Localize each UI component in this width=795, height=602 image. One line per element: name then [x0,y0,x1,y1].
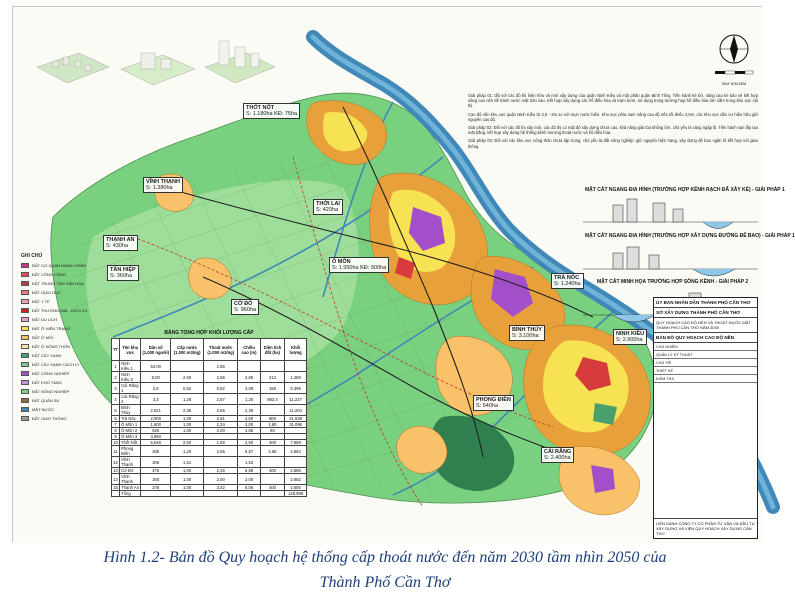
legend-label: MẶT NƯỚC [32,407,55,412]
table-cell: 2,66 [204,372,238,383]
legend-item [21,279,109,288]
note-paragraph: Giải pháp 03: Đối với các khu vực nông thôn chưa tập trung, chủ yếu là đất nông nghiệp: giữ nguyên hiện trạng, xây dựng đê bao ngăn lũ kết hợp với giao thông. [468,138,758,149]
map-label-thanh-an: THẠNH AN S: 430ha [103,235,138,251]
table-cell: Trà Nóc [120,416,141,422]
table-cell: 2,61 [204,416,238,422]
table-cell [171,491,204,497]
table-cell: 21.638 [285,416,307,422]
table-cell: 7 [112,422,120,428]
table-cell: 1,25 [238,394,260,405]
table-cell: 10 [113,440,118,445]
table-row [112,361,307,372]
table-cell: 3,3 [141,394,171,405]
title-block-footer: LIÊN DANH CÔNG TY CỔ PHẦN TƯ VẤN VÀ ĐẦU TƯ XÂY DỰNG VÀ VIỆN QUY HOẠCH XÂY DỰNG CẦN THƠ [654,518,757,538]
table-cell: 1.288 [285,372,307,383]
planning-notes [468,93,758,152]
table-cell: 155 [260,383,285,394]
table-cell: 2,50 [238,440,260,446]
table-cell: Thạnh An [121,485,140,490]
table-cell [260,491,285,497]
legend-label: ĐẤT Ở NÔNG THÔN [32,344,70,349]
legend-swatch [21,371,29,376]
table-cell: Tổng [120,491,141,497]
table-cell: 400 [260,440,285,446]
legend-item [21,297,109,306]
legend-item [21,387,109,396]
legend-swatch [21,317,29,322]
table-cell: 2,00 [238,416,260,422]
table-cell: 2.655 [285,485,307,491]
legend-item [21,369,109,378]
table-cell: 8 [112,428,120,434]
table-cell: 1,00 [171,485,204,491]
map-label-tra-noc: TRÀ NÓC S: 1.240ha [551,273,584,289]
legend-swatch [21,416,29,421]
table-cell: 1,28 [171,394,204,405]
table-cell: Vĩnh Thạnh [120,457,141,468]
table-cell: 2,34 [204,422,238,428]
table-cell: 3,09 [238,383,260,394]
legend-swatch [21,308,29,313]
legend-label: ĐẤT Y TẾ [32,299,50,304]
drawing-title-block [653,297,758,539]
table-cell: 31.096 [285,422,307,428]
table-cell: 15 [113,485,118,490]
table-cell: 6,57 [238,446,260,457]
table-cell: 1,80 [260,422,285,428]
table-cell: 2,35 [238,405,260,416]
legend-item [21,351,109,360]
table-cell: 13 [113,468,118,473]
legend-label: ĐẤT CƠ QUAN HÀNH CHÍNH [32,263,87,268]
table-row [112,491,307,497]
legend-item [21,324,109,333]
stats-table-header-cell: Khối lượng [285,339,307,361]
table-cell [238,361,260,372]
table-cell: Cái Răng 1 [120,383,141,394]
legend-swatch [21,380,29,385]
table-cell: 2,65 [204,361,238,372]
table-cell: Ô Môn 1 [120,422,141,428]
map-label-co-do: CỜ ĐỎ S: 960ha [231,299,259,315]
title-block-row: CHỦ NHIỆM [654,343,757,351]
compass-scale-text: 0KM 1KM 2KM [721,82,747,86]
legend-label: ĐẤT TRUNG TÂM VĂN HÓA [32,281,84,286]
table-cell: 2,00 [238,422,260,428]
stats-table-header-cell: Tên khu vực [120,339,141,361]
table-cell: 6,58 [238,468,260,474]
table-cell: 2,65 [238,372,260,383]
table-cell: Phong Điền [120,446,141,457]
legend-item [21,306,109,315]
table-cell: 5 [112,405,120,416]
cross-section-title-2: MẶT CẮT NGANG ĐIA HÌNH (TRƯỜNG HỢP XÂY DỰNG ĐƯỜNG ĐÊ BAO) - GIẢI PHÁP 1 [585,233,795,239]
title-block-row: KIỂM TRA [654,375,757,383]
industrial-zone-cai-rang [591,465,615,493]
table-cell: 213 [260,372,285,383]
map-label-o-mon: Ô MÔN S: 1.950ha KĐ: 900ha [329,257,389,273]
table-cell: 4.664 [285,446,307,457]
stats-table-header-row [112,339,307,361]
table-row [112,446,307,457]
table-cell: 126.998 [285,491,307,497]
table-cell [204,491,238,497]
legend-label: ĐẤT CÔNG CỘNG [32,272,67,277]
stats-table [111,338,307,497]
table-cell: 1,58 [204,440,238,446]
figure-caption [0,545,770,595]
legend-item [21,378,109,387]
table-cell: Vĩnh Thạnh [120,474,141,485]
table-row [112,474,307,485]
table-cell: 2.682 [285,474,307,485]
legend-label: ĐẤT KHO TÀNG [32,380,62,385]
table-cell [204,457,238,468]
legend-item [21,261,109,270]
map-legend [21,253,109,423]
table-cell: 3,42 [204,485,238,491]
map-label-tan-hiep: TÂN HIỆP S: 360ha [107,265,139,281]
legend-label: ĐẤT Ở HIỆN TRẠNG [32,326,71,331]
table-cell [260,361,285,372]
legend-item [21,405,109,414]
legend-item [21,396,109,405]
legend-label: ĐẤT DU LỊCH [32,317,58,322]
title-block-drawing-name: BẢN ĐỒ QUY HOẠCH CAO ĐỘ NỀN [654,333,757,343]
table-cell: Ô Môn 3 [120,434,141,440]
title-block-row: THIẾT KẾ [654,367,757,375]
table-cell: 6,06 [238,485,260,491]
stats-table-header-cell: Thoát nước (1.000 m3/ng) [204,339,238,361]
table-cell: 60 [260,428,285,434]
map-label-vinh-thanh: VĨNH THẠNH S: 1.380ha [143,177,183,193]
table-cell: 1,00 [171,416,204,422]
table-cell: 8,00 [141,372,171,383]
legend-swatch [21,272,29,277]
table-cell [171,361,204,372]
legend-label: ĐẤT CÂY XANH [32,353,62,358]
table-cell: 11.204 [285,405,307,416]
table-cell: 1,00 [171,468,204,474]
table-cell [260,405,285,416]
legend-swatch [21,326,29,331]
legend-item [21,315,109,324]
table-cell: Cờ Đỏ [120,468,141,474]
legend-title: GHI CHÚ [21,253,43,259]
legend-swatch [21,389,29,394]
legend-item [21,270,109,279]
figure-caption-line-2: Thành Phố Cần Thơ [319,574,451,591]
table-cell: 2 [112,372,120,383]
stats-table-header-cell: Chiều cao (m) [238,339,260,361]
table-cell: 2.686 [285,468,307,474]
legend-label: ĐẤT CÂY XANH CÁCH LY [32,362,80,367]
stats-table-body [112,361,307,497]
legend-label: ĐẤT THƯƠNG MẠI - DỊCH VỤ [32,308,88,313]
table-cell [285,457,307,468]
table-cell: 11 [112,446,120,457]
table-cell: 7.658 [285,440,307,446]
table-cell: 2,00 [204,474,238,485]
table-row [112,372,307,383]
legend-label: ĐẤT GIÁO DỤC [32,290,61,295]
map-label-phong-dien: PHONG ĐIỀN S: 540ha [473,395,514,411]
table-cell: 2,55 [204,446,238,457]
map-label-cai-rang: CÁI RĂNG S: 2.400ha [541,447,574,463]
table-cell: 625 [141,428,171,434]
table-cell [112,491,120,497]
table-row [112,383,307,394]
legend-label: ĐẤT QUÂN SỰ [32,398,60,403]
table-cell [260,457,285,468]
stats-table-header-cell: Cấp nước (1.000 m3/ng) [171,339,204,361]
table-cell: 12 [112,457,120,468]
table-cell: 5,548 [141,440,171,446]
note-paragraph: Cao độ nền khu vực quận Ninh Kiều từ 2,5 - 3m so với mực nước biển. Khu vực phía nam nâng cao độ nền tối thiểu 2,5m, các khu vực dân cư hiện hữu giữ nguyên cao độ. [468,111,758,122]
legend-swatch [21,362,29,367]
cross-section-title-1: MẶT CẮT NGANG ĐIA HÌNH (TRƯỜNG HỢP KÊNH RẠCH ĐÃ XÂY KÈ) - GIẢI PHÁP 1 [585,187,785,193]
legend-item [21,414,109,423]
legend-label: ĐẤT Ở MỚI [32,335,54,340]
legend-swatch [21,344,29,349]
table-cell: 4,860 [141,434,171,440]
table-cell: 2,50 [171,440,204,446]
table-cell: 1,00 [171,428,204,434]
table-cell: 893,4 [260,394,285,405]
table-cell: Thốt Nốt [120,440,141,446]
table-cell: 2,15 [204,468,238,474]
table-cell: 0,82 [171,383,204,394]
table-cell: 2,000 [141,416,171,422]
table-row [112,405,307,416]
table-cell: 8.499 [285,383,307,394]
map-label-binh-thuy: BÌNH THỦY S: 3.100ha [509,325,545,341]
table-cell [141,491,171,497]
table-cell: Bình Thủy [120,405,141,416]
legend-swatch [21,353,29,358]
table-cell [260,474,285,485]
table-cell: 2,35 [171,405,204,416]
table-cell: 11.227 [285,394,307,405]
stats-table-block [111,330,307,497]
table-cell: Ninh Kiều 2 [120,372,141,383]
table-cell: 800 [260,416,285,422]
stats-table-title: BẢNG TỔNG HỢP KHỐI LƯỢNG CẤP [164,330,254,336]
title-block-project: QUY HOẠCH CAO ĐỘ NỀN VÀ THOÁT NƯỚC MẶT THÀNH PHỐ CẦN THƠ NĂM 2030 [654,318,757,333]
table-cell: 2,58 [260,446,285,457]
table-cell: 300 [141,474,171,485]
table-cell: 2,57 [204,394,238,405]
title-block-row: QUẢN LÝ KỸ THUẬT [654,351,757,359]
legend-swatch [21,407,29,412]
table-cell: 1,800 [141,422,171,428]
table-cell: 0,82 [204,383,238,394]
table-cell: 2,621 [141,405,171,416]
table-cell: 1,00 [171,422,204,428]
table-cell: 1,85 [238,428,260,434]
stats-table-header-cell: TT [112,339,120,361]
legend-swatch [21,281,29,286]
table-cell: 2,60 [171,372,204,383]
table-cell: 6 [112,416,120,422]
table-cell: 1,51 [171,457,204,468]
table-cell: 9 [112,434,120,440]
legend-swatch [21,335,29,340]
table-cell: 400 [260,468,285,474]
table-cell: 305 [141,446,171,457]
table-cell [238,491,260,497]
table-cell: 1 [112,361,120,372]
table-cell: Ninh Kiều 1 [120,361,141,372]
table-cell: 400 [260,485,285,491]
title-block-department: SỞ XÂY DỰNG THÀNH PHỐ CẦN THƠ [654,308,757,318]
table-row [112,457,307,468]
legend-swatch [21,290,29,295]
legend-item [21,288,109,297]
table-cell: 1,00 [171,474,204,485]
legend-label: ĐẤT CÔNG NGHIỆP [32,371,70,376]
cross-section-title-3: MẶT CẮT MINH HỌA TRƯỜNG HỢP SÔNG KÊNH - GIẢI PHÁP 2 [597,279,749,285]
stats-table-header-cell: Diện tích đất (ha) [260,339,285,361]
stats-table-header-cell: Dân số (1.000 người) [141,339,171,361]
table-cell: 475 [141,468,171,474]
map-label-thot-not: THỐT NỐT S: 1.180ha KĐ: 75ha [243,103,300,119]
table-cell: 3 [112,383,120,394]
map-label-ninh-kieu: NINH KIỀU S: 2.900ha [613,329,647,345]
table-cell: 4 [112,394,120,405]
note-paragraph: Giải pháp 02: Đối với các đô thị xây mới, các đô thị có mật độ xây dựng chưa cao, khả năng giải tỏa không lớn, chủ yếu là vùng ngập lũ. Tiến hành san lấp tạo mặt bằng, kết hợp xây dựng hệ thống kênh mương thoát nước và hồ điều hòa. [468,125,758,136]
legend-item [21,333,109,342]
table-cell: 1,53 [238,457,260,468]
table-cell: 2,6 [141,383,171,394]
table-row [112,394,307,405]
table-cell [285,361,307,372]
figure-caption-line-1: Hình 1.2- Bản đồ Quy hoạch hệ thống cấp thoát nước đến năm 2030 tầm nhìn 2050 của [103,549,667,566]
table-cell: 2,00 [204,428,238,434]
map-label-thoi-lai: THỚI LAI S: 420ha [313,199,343,215]
table-cell: 306 [141,457,171,468]
legend-rows [21,261,109,423]
planning-map-sheet [12,6,795,542]
table-cell: 1,20 [171,446,204,457]
table-cell: 54,00 [141,361,171,372]
table-cell: 2,65 [204,405,238,416]
title-block-authority: ỦY BAN NHÂN DÂN THÀNH PHỐ CẦN THƠ [654,298,757,308]
legend-item [21,360,109,369]
table-cell: Cái Răng 2 [120,394,141,405]
legend-label: ĐẤT GIAO THÔNG [32,416,67,421]
north-arrow-compass-icon [711,31,757,81]
note-paragraph: Giải pháp 01: đối với các đô thị hiện hữu và mới xây dựng của quận Ninh Kiều và một phần quận Bình Thủy. Tiến hành kè bờ, nâng cao kè bảo vệ kết hợp nâng cao nền để tránh nước mặt tràn vào. Kết hợp xây dựng các hồ điều hòa và trạm bơm, sử dụng trong trường hợp hồ điều hòa lớn nằm trong khu vực nội thị. [468,93,758,109]
table-cell: 2,00 [238,474,260,485]
legend-swatch [21,263,29,268]
table-cell: 14 [112,474,120,485]
table-cell: 276 [141,485,171,491]
title-block-signature-rows [654,343,757,383]
legend-swatch [21,398,29,403]
legend-label: ĐẤT NÔNG NGHIỆP [32,389,70,394]
legend-swatch [21,299,29,304]
table-cell: Ô Môn 2 [120,428,141,434]
legend-item [21,342,109,351]
title-block-row: CHỦ TRÌ [654,359,757,367]
